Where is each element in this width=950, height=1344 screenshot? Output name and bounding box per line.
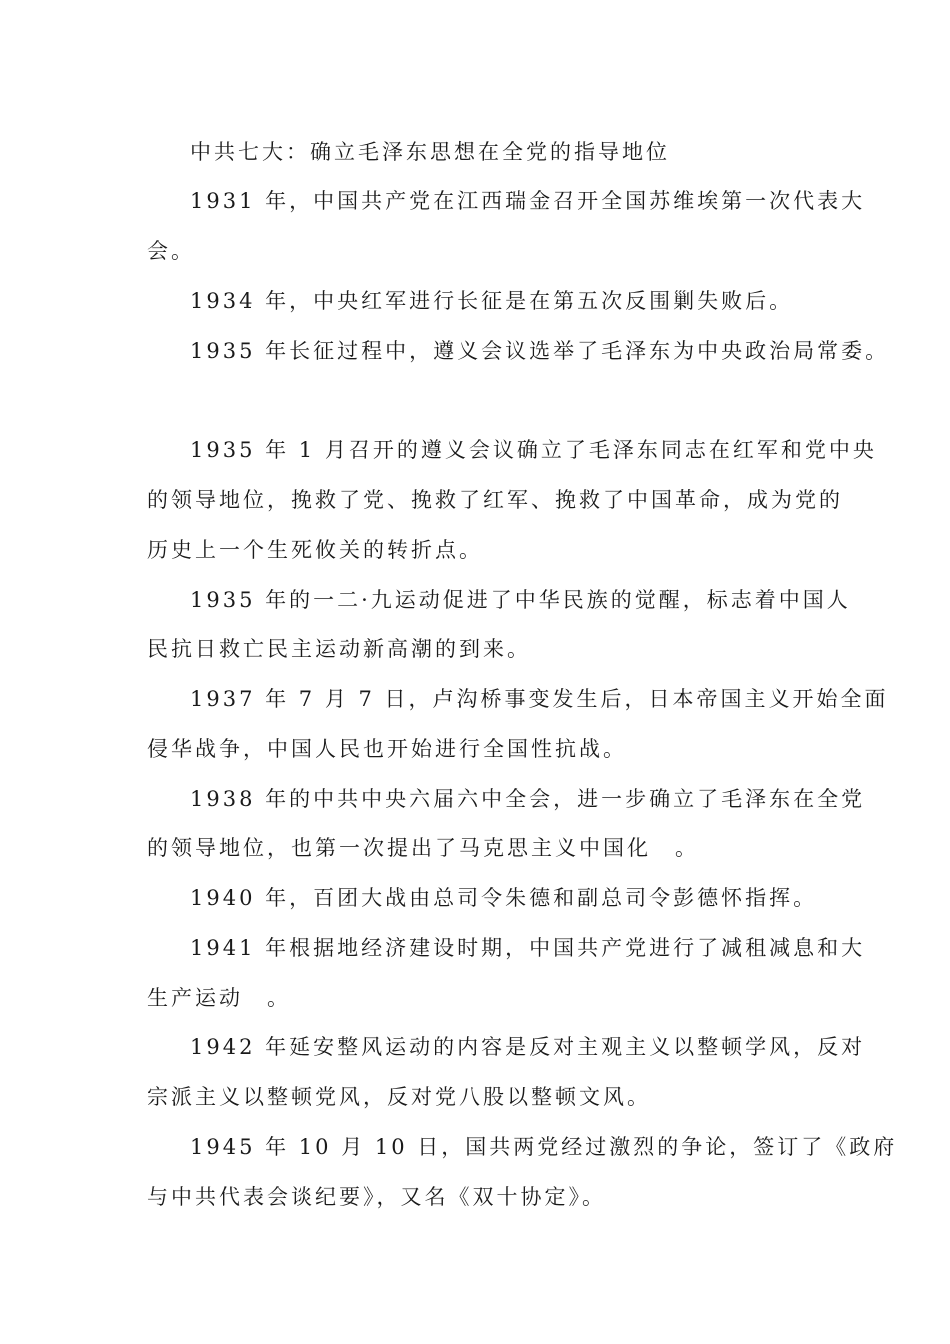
paragraph-1-line-1: 1931 年，中国共产党在江西瑞金召开全国苏维埃第一次代表大	[190, 189, 866, 213]
paragraph-4-line-3: 历史上一个生死攸关的转折点。	[147, 538, 483, 562]
paragraph-6-line-1: 1937 年 7 月 7 日，卢沟桥事变发生后，日本帝国主义开始全面	[190, 687, 889, 711]
paragraph-11-line-2: 与中共代表会谈纪要》，又名《双十协定》。	[147, 1185, 606, 1209]
paragraph-7-line-1: 1938 年的中共中央六届六中全会，进一步确立了毛泽东在全党	[190, 787, 866, 811]
document-title: 中共七大：确立毛泽东思想在全党的指导地位	[190, 140, 670, 164]
paragraph-3-line-1: 1935 年长征过程中，遵义会议选举了毛泽东为中央政治局常委。	[190, 339, 890, 363]
paragraph-1-line-2: 会。	[147, 239, 195, 263]
paragraph-6-line-2: 侵华战争，中国人民也开始进行全国性抗战。	[147, 737, 627, 761]
paragraph-5-line-2: 民抗日救亡民主运动新高潮的到来。	[147, 637, 531, 661]
paragraph-9-line-1: 1941 年根据地经济建设时期，中国共产党进行了减租减息和大	[190, 936, 866, 960]
paragraph-9-line-2: 生产运动 。	[147, 986, 291, 1010]
paragraph-11-line-1: 1945 年 10 月 10 日，国共两党经过激烈的争论，签订了《政府	[190, 1135, 898, 1159]
paragraph-10-line-1: 1942 年延安整风运动的内容是反对主观主义以整顿学风，反对	[190, 1035, 866, 1059]
paragraph-4-line-1: 1935 年 1 月召开的遵义会议确立了毛泽东同志在红军和党中央	[190, 438, 877, 462]
paragraph-5-line-1: 1935 年的一二·九运动促进了中华民族的觉醒，标志着中国人	[190, 588, 851, 612]
paragraph-4-line-2: 的领导地位，挽救了党、挽救了红军、挽救了中国革命，成为党的	[147, 488, 843, 512]
paragraph-10-line-2: 宗派主义以整顿党风，反对党八股以整顿文风。	[147, 1085, 651, 1109]
paragraph-2-line-1: 1934 年，中央红军进行长征是在第五次反围剿失败后。	[190, 289, 794, 313]
paragraph-8-line-1: 1940 年，百团大战由总司令朱德和副总司令彭德怀指挥。	[190, 886, 818, 910]
paragraph-7-line-2: 的领导地位，也第一次提出了马克思主义中国化 。	[147, 836, 699, 860]
